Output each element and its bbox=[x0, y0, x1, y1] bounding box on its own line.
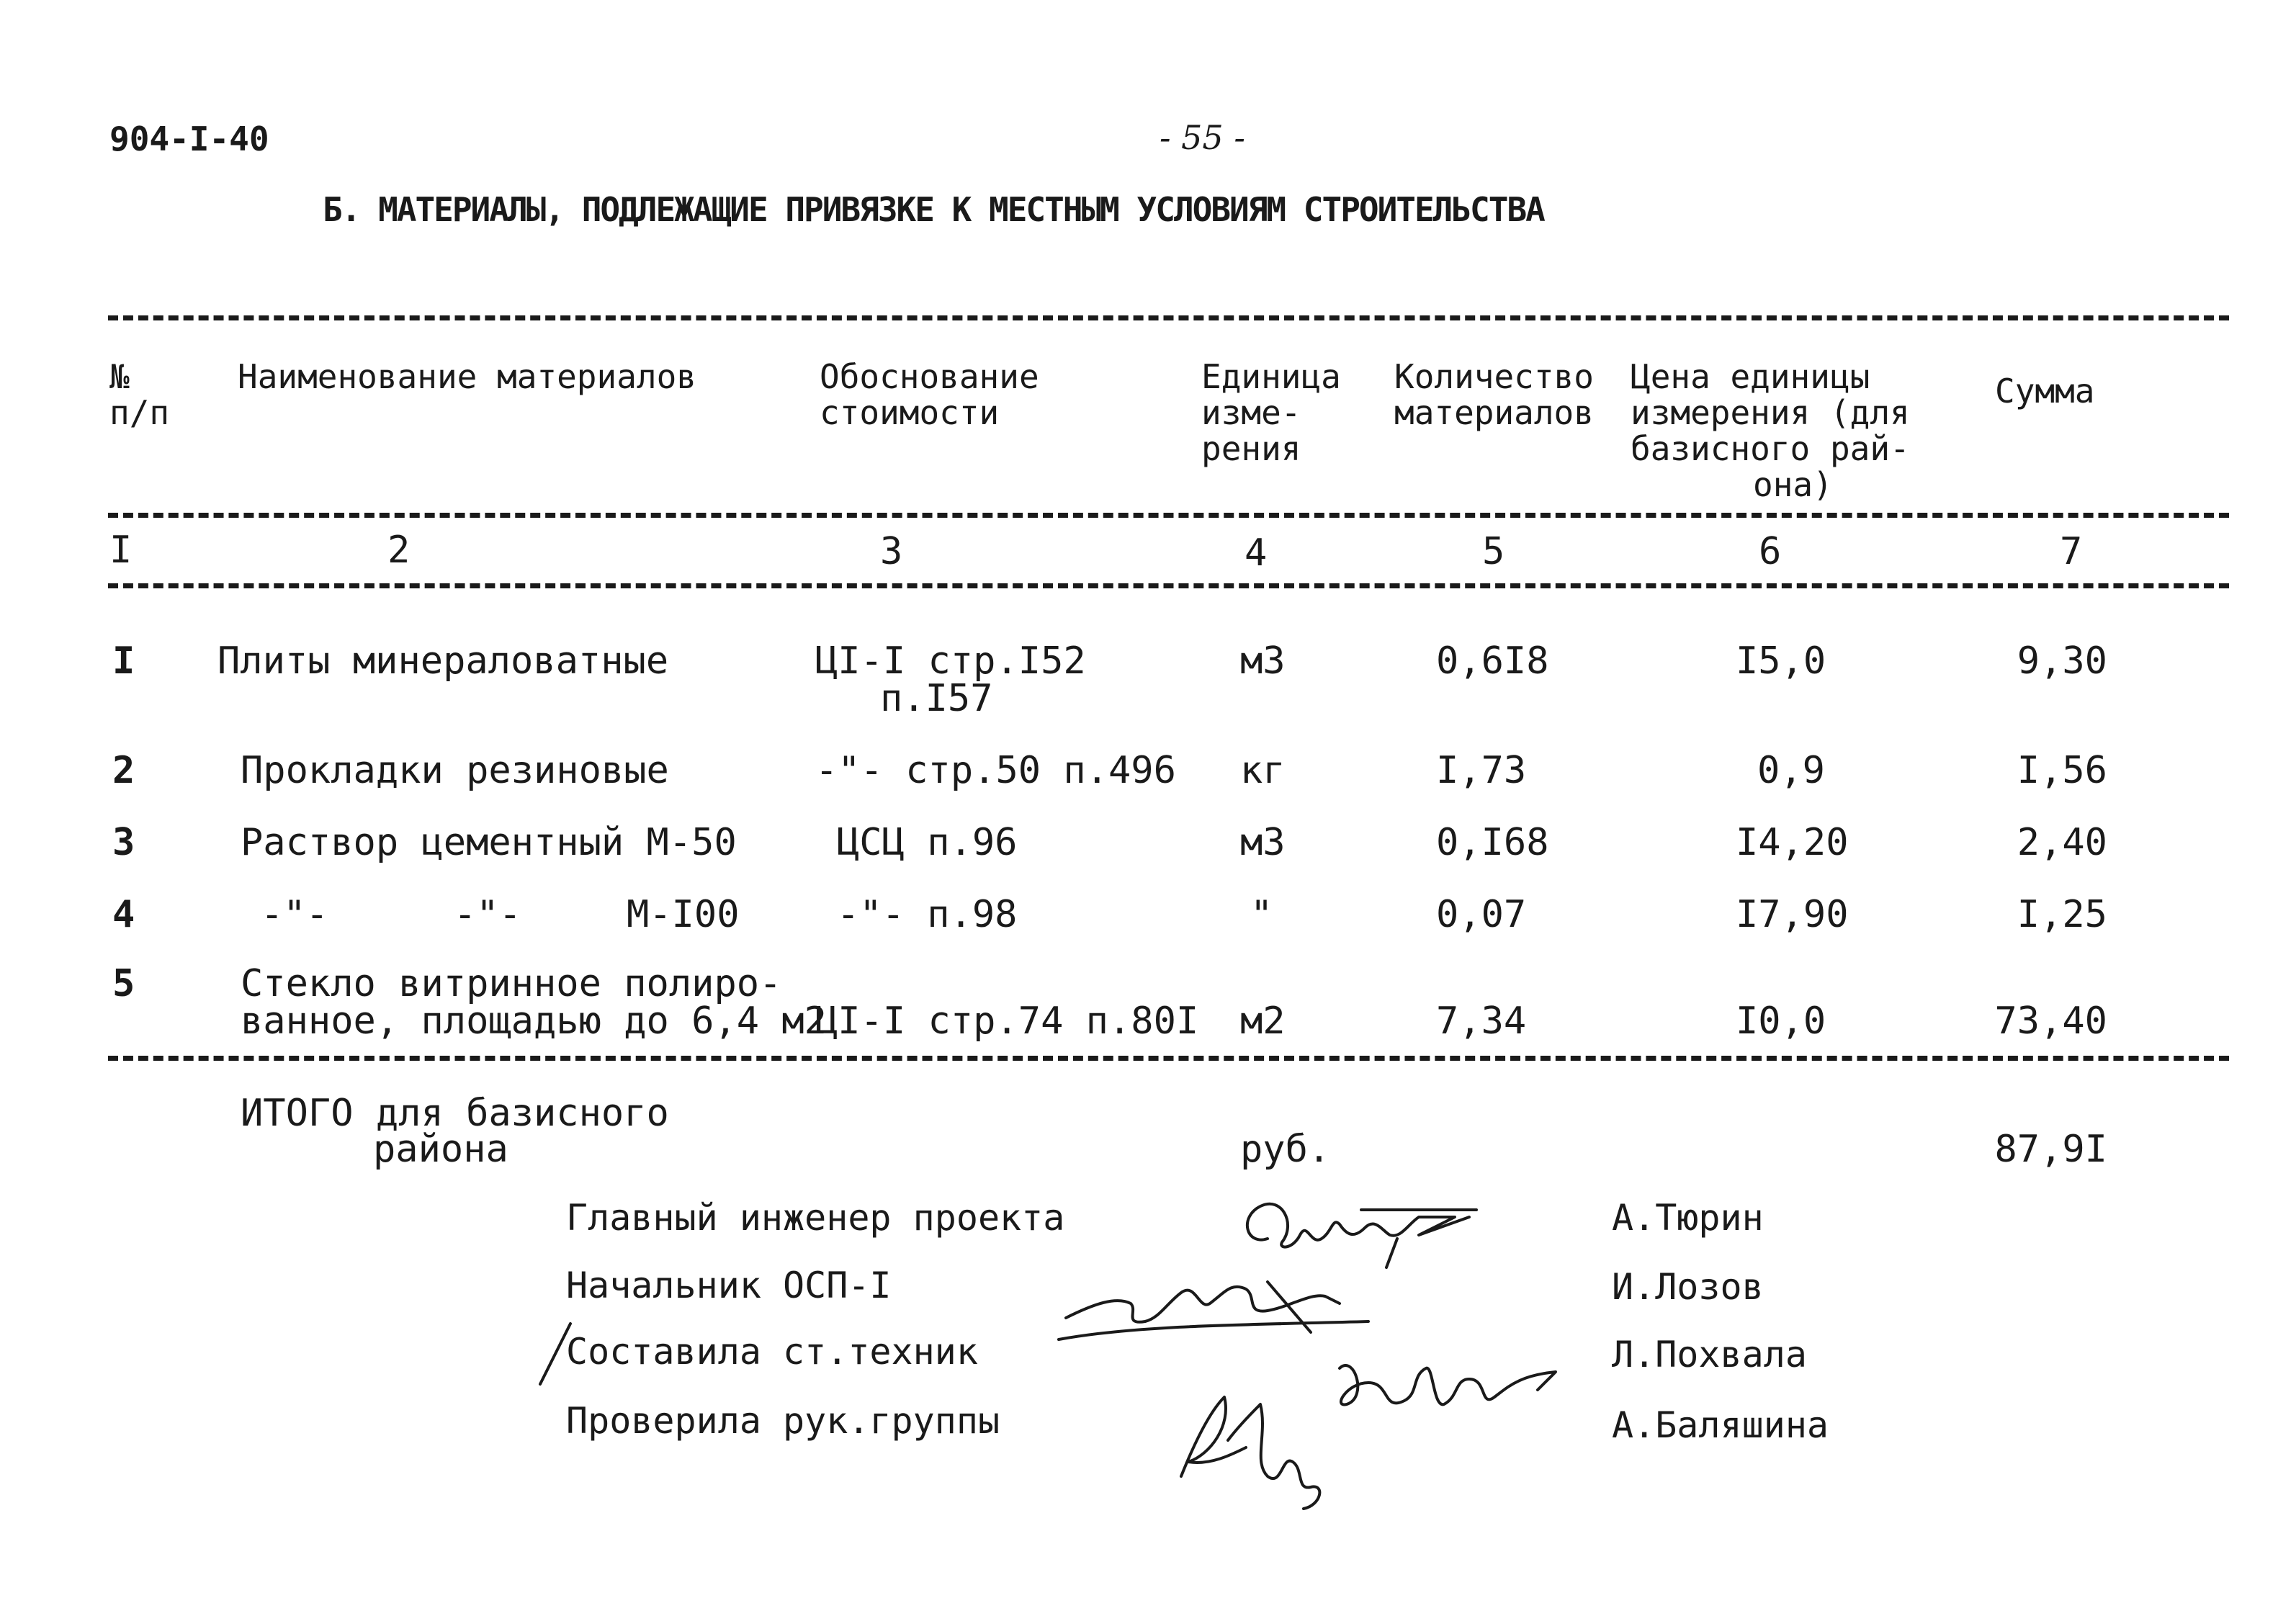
document-code: 904-I-40 bbox=[109, 120, 269, 158]
total-label-cont: района bbox=[373, 1128, 508, 1171]
row-basis: ЦI-I стр.74 п.80I bbox=[815, 1000, 1199, 1043]
row-sum: 2,40 bbox=[2017, 821, 2107, 864]
total-label: ИТОГО для базисного bbox=[241, 1092, 669, 1135]
signer-name: А.Тюрин bbox=[1612, 1197, 1764, 1239]
col-number: 5 bbox=[1482, 530, 1505, 573]
row-sum: 9,30 bbox=[2017, 639, 2107, 683]
row-basis: ЦСЦ п.96 bbox=[837, 821, 1018, 864]
row-basis-cont: п.I57 bbox=[880, 677, 993, 720]
row-number: 4 bbox=[112, 893, 135, 936]
row-name-ditto: -"- bbox=[454, 893, 521, 936]
row-price: I0,0 bbox=[1736, 1000, 1826, 1043]
signer-name: Л.Похвала bbox=[1612, 1334, 1807, 1375]
row-name-grade: М-I00 bbox=[627, 893, 740, 936]
row-number: I bbox=[112, 639, 135, 683]
col-header-name: Наименование материалов bbox=[238, 357, 696, 396]
row-sum: 73,40 bbox=[1994, 1000, 2107, 1043]
column-number-rule bbox=[108, 583, 2229, 588]
signer-name: А.Баляшина bbox=[1612, 1404, 1829, 1446]
row-qty: 0,6I8 bbox=[1436, 639, 1549, 683]
row-unit: м2 bbox=[1240, 1000, 1286, 1043]
row-qty: 0,I68 bbox=[1436, 821, 1549, 864]
col-number: I bbox=[109, 529, 133, 572]
row-name-ditto: -"- bbox=[261, 893, 328, 936]
row-number: 3 bbox=[112, 821, 135, 864]
row-price: I4,20 bbox=[1736, 821, 1849, 864]
col-header-unit: Единица изме- рения bbox=[1201, 357, 1341, 468]
row-unit: м3 bbox=[1240, 639, 1286, 683]
row-name-cont: ванное, площадью до 6,4 м2 bbox=[241, 1000, 827, 1043]
row-unit: " bbox=[1250, 893, 1273, 936]
row-basis: ЦI-I стр.I52 bbox=[815, 639, 1086, 683]
table-top-rule bbox=[108, 315, 2229, 320]
row-basis: -"- п.98 bbox=[837, 893, 1018, 936]
row-price: 0,9 bbox=[1757, 749, 1825, 792]
signature-balyashina bbox=[1167, 1368, 1347, 1512]
row-unit: кг bbox=[1240, 749, 1286, 792]
page-title: Б. МАТЕРИАЛЫ, ПОДЛЕЖАЩИЕ ПРИВЯЗКЕ К МЕСТНЫМ УСЛОВИЯМ СТРОИТЕЛЬСТВА bbox=[323, 190, 1544, 229]
page-number: - 55 - bbox=[1160, 118, 1245, 157]
signature-pokhvala bbox=[1325, 1339, 1563, 1433]
total-unit: руб. bbox=[1240, 1128, 1331, 1171]
signer-role: Начальник ОСП-I bbox=[566, 1265, 892, 1306]
row-sum: I,25 bbox=[2017, 893, 2107, 936]
table-bottom-rule bbox=[108, 1056, 2229, 1061]
row-price: I7,90 bbox=[1736, 893, 1849, 936]
row-basis: -"- стр.50 п.496 bbox=[815, 749, 1176, 792]
row-name: Прокладки резиновые bbox=[241, 749, 669, 792]
col-header-price: Цена единицы измерения (для базисного рай- она) bbox=[1631, 357, 1910, 504]
row-sum: I,56 bbox=[2017, 749, 2107, 792]
signer-role: Проверила рук.группы bbox=[566, 1400, 1000, 1442]
col-header-qty: Количество материалов bbox=[1394, 357, 1594, 432]
row-name: Стекло витринное полиро- bbox=[241, 962, 782, 1005]
row-name: Плиты минераловатные bbox=[218, 639, 669, 683]
row-qty: 0,07 bbox=[1436, 893, 1527, 936]
row-qty: 7,34 bbox=[1436, 1000, 1527, 1043]
header-bottom-rule bbox=[108, 513, 2229, 518]
row-price: I5,0 bbox=[1736, 639, 1826, 683]
col-header-sum: Сумма bbox=[1995, 372, 2095, 410]
total-sum: 87,9I bbox=[1994, 1128, 2107, 1171]
col-header-num: № п/п bbox=[109, 357, 170, 432]
signature-lozov bbox=[1051, 1253, 1383, 1354]
slash-mark bbox=[533, 1318, 576, 1390]
col-header-basis: Обоснование стоимости bbox=[820, 357, 1039, 432]
row-unit: м3 bbox=[1240, 821, 1286, 864]
row-number: 2 bbox=[112, 749, 135, 792]
col-number: 7 bbox=[2060, 530, 2083, 573]
signer-role: Составила ст.техник bbox=[566, 1331, 978, 1373]
col-number: 4 bbox=[1245, 531, 1268, 575]
row-number: 5 bbox=[112, 962, 135, 1005]
row-name: Раствор цементный М-50 bbox=[241, 821, 737, 864]
signer-role: Главный инженер проекта bbox=[566, 1197, 1065, 1239]
col-number: 2 bbox=[387, 529, 411, 572]
row-qty: I,73 bbox=[1436, 749, 1527, 792]
col-number: 6 bbox=[1759, 530, 1782, 573]
col-number: 3 bbox=[880, 530, 903, 573]
signer-name: И.Лозов bbox=[1612, 1266, 1764, 1308]
